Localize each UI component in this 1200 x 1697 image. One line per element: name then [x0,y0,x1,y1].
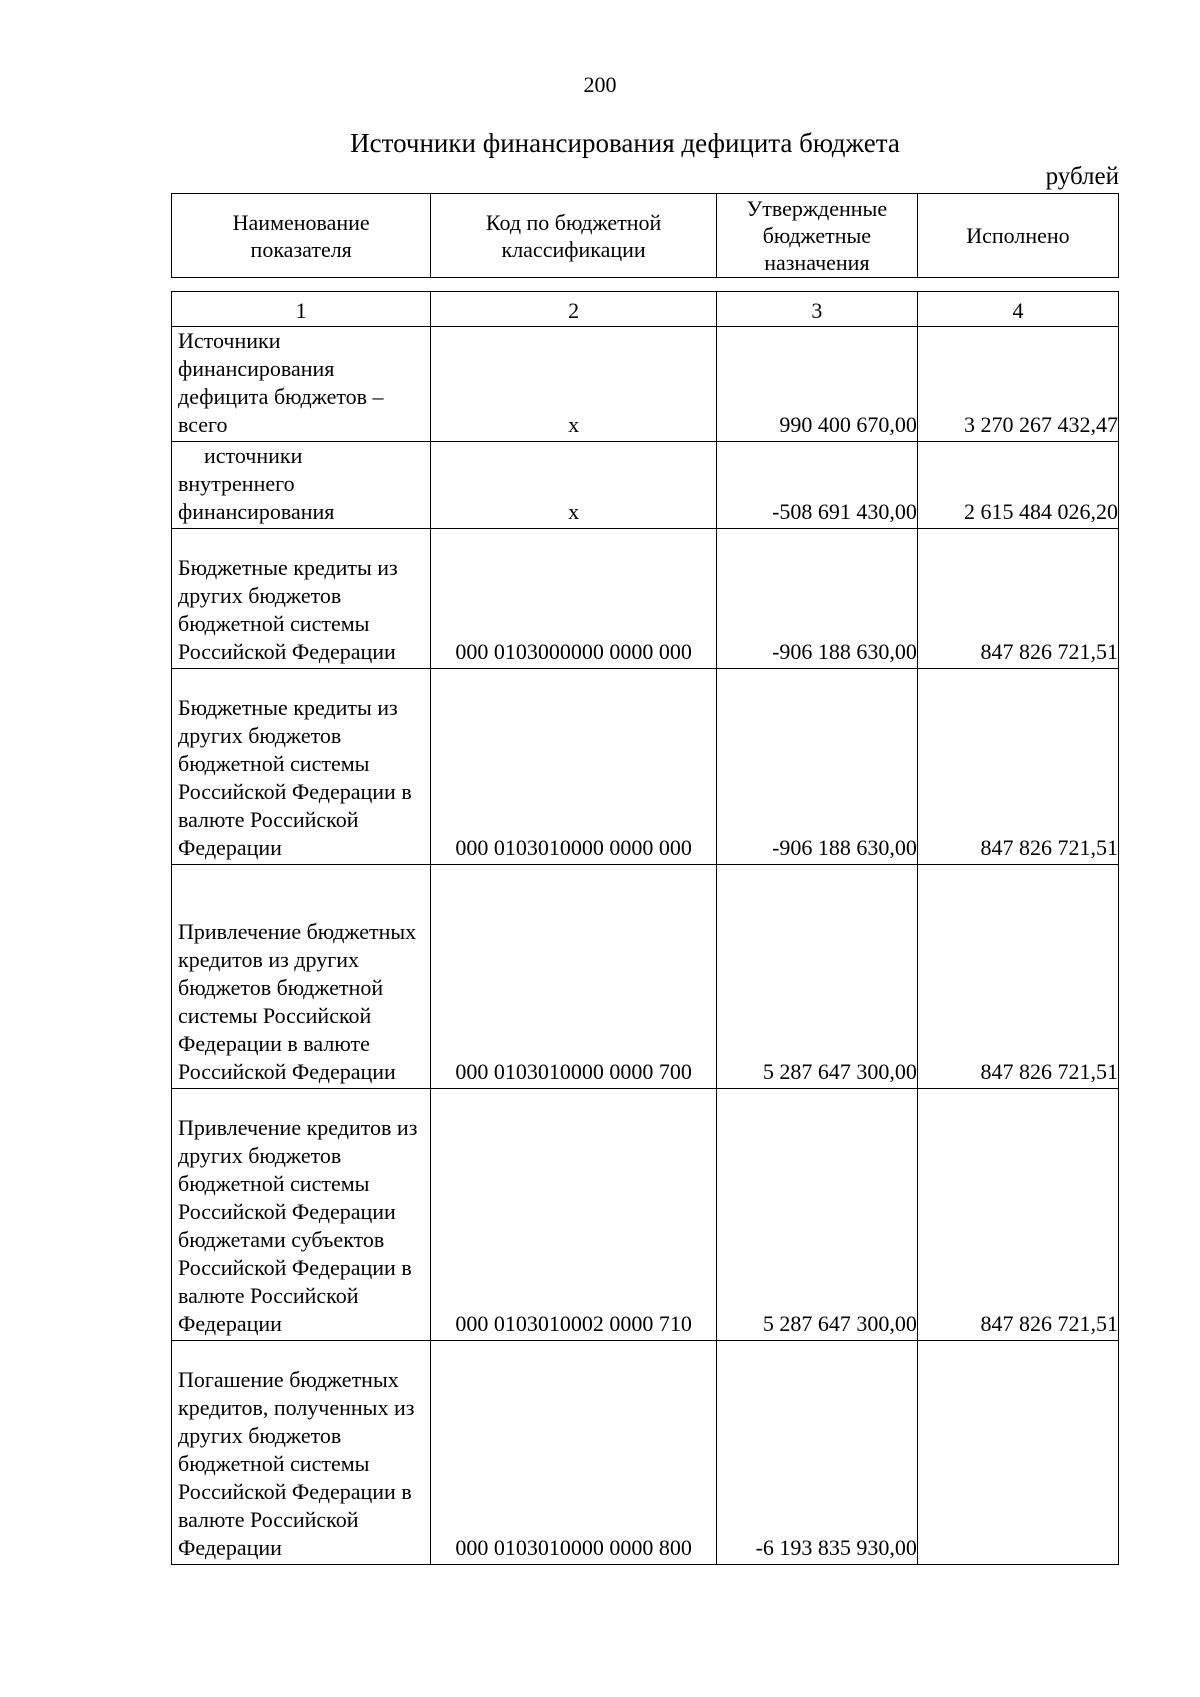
units-label: рублей [1045,163,1119,190]
row-approved: -6 193 835 930,00 [716,1341,917,1565]
row-executed: 847 826 721,51 [917,865,1118,1089]
header-code: Код по бюджетной классификации [431,194,717,278]
document-title: Источники финансирования дефицита бюджета [350,128,900,158]
header-name: Наименование показателя [172,194,431,278]
row-approved: -906 188 630,00 [716,669,917,865]
row-approved: 5 287 647 300,00 [716,1089,917,1341]
row-approved: -906 188 630,00 [716,529,917,669]
row-code: 000 0103000000 0000 000 [431,529,717,669]
data-table [171,291,1119,1565]
row-executed [917,1341,1118,1565]
table-row [172,865,1119,1089]
table-row [172,1089,1119,1341]
column-number: 3 [716,292,917,327]
table-row [172,442,1119,529]
header-approved: Утвержденные бюджетные назначения [716,194,917,278]
row-executed: 847 826 721,51 [917,669,1118,865]
row-code: 000 0103010000 0000 000 [431,669,717,865]
row-approved: -508 691 430,00 [716,442,917,529]
row-name: Бюджетные кредиты из других бюджетов бюджетной системы Российской Федерации [172,529,431,669]
row-executed: 847 826 721,51 [917,1089,1118,1341]
row-code: 000 0103010000 0000 800 [431,1341,717,1565]
row-executed: 3 270 267 432,47 [917,327,1118,442]
row-name: Привлечение бюджетных кредитов из других бюджетов бюджетной системы Российской Федерации в валюте Российской Федерации [172,865,431,1089]
table-header [171,193,1119,278]
column-number: 2 [431,292,717,327]
row-name: Привлечение кредитов из других бюджетов бюджетной системы Российской Федерации бюджетами субъектов Российской Федерации в валюте Российской Федерации [172,1089,431,1341]
column-number: 4 [917,292,1118,327]
row-code: 000 0103010000 0000 700 [431,865,717,1089]
row-code: 000 0103010002 0000 710 [431,1089,717,1341]
row-name [172,442,431,529]
table-row [172,529,1119,669]
row-approved: 990 400 670,00 [716,327,917,442]
page-number: 200 [583,72,617,97]
row-name: Погашение бюджетных кредитов, полученных из других бюджетов бюджетной системы Российской Федерации в валюте Российской Федерации [172,1341,431,1565]
row-code: x [431,327,717,442]
header-row [172,194,1119,278]
table-row [172,669,1119,865]
row-approved: 5 287 647 300,00 [716,865,917,1089]
table-row [172,1341,1119,1565]
column-number-row [172,292,1119,327]
row-name-text: источники внутреннего финансирования [178,443,335,524]
row-code: x [431,442,717,529]
header-executed: Исполнено [917,194,1118,278]
table-row [172,327,1119,442]
row-name: Бюджетные кредиты из других бюджетов бюджетной системы Российской Федерации в валюте Российской Федерации [172,669,431,865]
row-executed: 847 826 721,51 [917,529,1118,669]
row-executed: 2 615 484 026,20 [917,442,1118,529]
row-name: Источники финансирования дефицита бюджетов – всего [172,327,431,442]
column-number: 1 [172,292,431,327]
